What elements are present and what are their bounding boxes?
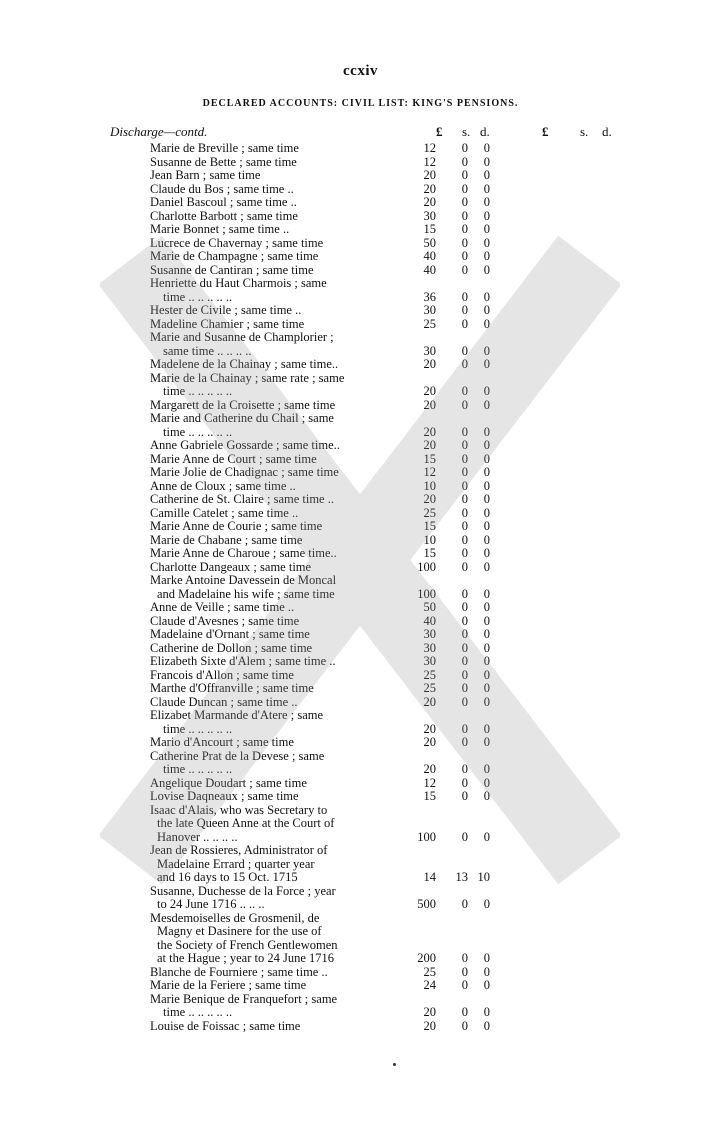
amount-pence: 0 [483,640,490,655]
entry-line [0,384,721,398]
entry-text: Marie Anne de Court ; same time [150,451,317,466]
amount-shillings: 0 [461,532,468,547]
amount-shillings: 0 [461,168,468,182]
entry-line [0,776,721,790]
entry-text: to 24 June 1716 .. .. .. [157,897,265,911]
entry-line [0,398,721,412]
entry-line [0,425,721,439]
amount-pence: 0 [483,735,490,749]
amount-pence: 0 [483,762,490,776]
amount-shillings: 0 [461,613,468,628]
entry-line [0,411,721,425]
amount-pence: 0 [483,613,490,628]
column-pounds-header-2: £ [542,124,549,139]
entry-line [0,857,721,871]
amount-pence: 0 [483,1018,490,1033]
entry-line [0,141,721,155]
entry-line [0,573,721,587]
column-pence-header: d. [480,124,490,139]
entry-text: Marie Bonnet ; same time .. [150,222,290,236]
amount-pounds: 24 [423,978,436,992]
entry-line [0,519,721,533]
amount-pounds: 25 [423,667,436,682]
amount-pence: 0 [483,289,490,304]
amount-pounds: 12 [423,775,436,790]
amount-pounds: 30 [423,208,436,223]
amount-pounds: 100 [417,829,436,844]
amount-pence: 0 [483,681,490,695]
amount-pence: 0 [483,559,490,574]
entry-line [0,722,721,736]
amount-pounds: 20 [423,1018,436,1033]
amount-pence: 0 [483,384,490,398]
entry-line [0,303,721,317]
entry-line [0,492,721,506]
amount-pounds: 12 [423,141,436,155]
entry-text: Marthe d'Offranville ; same time [150,681,314,695]
entry-line [0,587,721,601]
amount-pounds: 40 [423,613,436,628]
amount-shillings: 0 [461,492,468,506]
amount-pence: 0 [483,424,490,439]
entry-line [0,843,721,857]
amount-shillings: 0 [461,303,468,317]
amount-shillings: 0 [461,357,468,371]
entry-text: Lucrece de Chavernay ; same time [150,235,324,250]
entry-text: Marie and Catherine du Chail ; same [150,411,334,425]
column-pounds-header: £ [436,124,443,139]
amount-pence: 0 [483,438,490,452]
entry-line [0,357,721,371]
entry-text: Charlotte Barbott ; same time [150,208,298,223]
entry-text: time .. .. .. .. .. [163,424,233,439]
entry-line [0,1005,721,1019]
entry-line [0,290,721,304]
amount-pounds: 15 [423,546,436,560]
amount-pounds: 25 [423,505,436,520]
amount-pounds: 14 [423,870,436,884]
amount-shillings: 0 [461,397,468,412]
entry-text: Marie and Susanne de Champlorier ; [150,330,334,344]
amount-pence: 0 [483,951,490,965]
amount-pounds: 20 [423,424,436,439]
amount-shillings: 0 [461,235,468,250]
amount-pence: 0 [483,303,490,317]
entry-text: Daniel Bascoul ; same time .. [150,195,297,209]
entry-text: Lovise Daqneaux ; same time [150,789,299,803]
entry-text: Mesdemoiselles de Grosmenil, de [150,910,320,925]
entry-text: Magny et Dasinere for the use of [157,924,322,938]
entry-text: Isaac d'Alais, who was Secretary to [150,802,328,817]
amount-pounds: 20 [423,195,436,209]
amount-shillings: 0 [461,735,468,749]
entry-text: Marie Jolie de Chadignac ; same time [150,465,339,479]
entry-line [0,762,721,776]
amount-pence: 0 [483,505,490,520]
amount-pence: 0 [483,235,490,250]
column-shillings-header-2: s. [580,124,589,139]
entry-line [0,816,721,830]
entry-line [0,465,721,479]
amount-pence: 0 [483,478,490,493]
amount-pounds: 15 [423,222,436,236]
entry-text: Susanne de Bette ; same time [150,154,297,169]
amount-pounds: 20 [423,357,436,371]
amount-pounds: 30 [423,627,436,641]
entry-text: the Society of French Gentlewomen [157,937,338,952]
amount-pence: 0 [483,964,490,979]
amount-pence: 0 [483,532,490,547]
amount-pounds: 20 [423,168,436,182]
amount-shillings: 0 [461,667,468,682]
entry-line [0,600,721,614]
amount-shillings: 0 [461,775,468,790]
amount-pounds: 30 [423,303,436,317]
amount-pence: 0 [483,654,490,668]
entry-line [0,195,721,209]
amount-shillings: 0 [461,964,468,979]
amount-pounds: 20 [423,1005,436,1019]
entry-line [0,681,721,695]
amount-pence: 0 [483,465,490,479]
amount-pounds: 100 [417,586,436,601]
amount-pence: 0 [483,829,490,844]
amount-shillings: 0 [461,222,468,236]
amount-pounds: 20 [423,492,436,506]
amount-shillings: 0 [461,424,468,439]
amount-shillings: 0 [461,181,468,196]
entry-line [0,546,721,560]
entry-text: at the Hague ; year to 24 June 1716 [157,951,335,965]
entry-text: Mario d'Ancourt ; same time [150,735,294,749]
amount-pence: 0 [483,897,490,911]
amount-pounds: 12 [423,465,436,479]
entry-line [0,506,721,520]
entry-line [0,668,721,682]
amount-pence: 0 [483,181,490,196]
entry-line [0,479,721,493]
amount-shillings: 0 [461,586,468,601]
entry-text: Angelique Doudart ; same time [150,775,307,790]
amount-pounds: 15 [423,789,436,803]
entry-text: Margarett de la Croisette ; same time [150,397,336,412]
amount-shillings: 0 [461,978,468,992]
amount-shillings: 13 [455,870,468,884]
entry-text: Marke Antoine Davessein de Moncal [150,573,337,587]
entry-line [0,803,721,817]
amount-pence: 0 [483,195,490,209]
amount-pence: 0 [483,492,490,506]
entry-text: Claude du Bos ; same time .. [150,181,294,196]
amount-pounds: 20 [423,694,436,709]
amount-pounds: 20 [423,762,436,776]
entry-text: Marie de Chabane ; same time [150,532,303,547]
entry-line [0,614,721,628]
amount-pounds: 10 [423,532,436,547]
entry-line [0,330,721,344]
amount-shillings: 0 [461,451,468,466]
entry-line [0,438,721,452]
amount-pence: 0 [483,154,490,169]
entry-text: Catherine de Dollon ; same time [150,640,313,655]
amount-pence: 0 [483,978,490,992]
entry-line [0,641,721,655]
amount-shillings: 0 [461,505,468,520]
entry-text: Anne Gabriele Gossarde ; same time.. [150,438,340,452]
entry-line [0,222,721,236]
entry-text: Marie Benique de Franquefort ; same [150,991,338,1006]
amount-pence: 0 [483,546,490,560]
amount-pounds: 500 [417,897,436,911]
entry-text: Susanne de Cantiran ; same time [150,262,314,277]
amount-shillings: 0 [461,951,468,965]
entry-line [0,951,721,965]
amount-pence: 0 [483,397,490,412]
entry-line [0,560,721,574]
amount-shillings: 0 [461,465,468,479]
amount-shillings: 0 [461,829,468,844]
entry-line [0,263,721,277]
amount-shillings: 0 [461,640,468,655]
amount-pence: 0 [483,721,490,736]
amount-shillings: 0 [461,384,468,398]
amount-shillings: 0 [461,681,468,695]
amount-pence: 0 [483,789,490,803]
amount-pounds: 20 [423,397,436,412]
amount-pounds: 10 [423,478,436,493]
amount-pounds: 30 [423,640,436,655]
entry-text: Jean Barn ; same time [150,168,261,182]
amount-pounds: 50 [423,235,436,250]
entry-text: Francois d'Allon ; same time [150,667,294,682]
amount-shillings: 0 [461,1018,468,1033]
entry-line [0,992,721,1006]
amount-pounds: 20 [423,384,436,398]
entry-text: Camille Catelet ; same time .. [150,505,299,520]
entry-text: the late Queen Anne at the Court of [157,816,335,830]
amount-shillings: 0 [461,721,468,736]
entry-line [0,924,721,938]
entry-line [0,276,721,290]
amount-shillings: 0 [461,694,468,709]
amount-shillings: 0 [461,519,468,533]
entry-line [0,870,721,884]
entry-text: Anne de Veille ; same time .. [150,600,295,614]
amount-shillings: 0 [461,289,468,304]
amount-pence: 0 [483,141,490,155]
entry-text: Madelaine d'Ornant ; same time [150,627,310,641]
entry-text: Hanover .. .. .. .. [157,829,238,844]
amount-pence: 0 [483,519,490,533]
amount-pence: 0 [483,694,490,709]
entry-text: Henriette du Haut Charmois ; same [150,276,327,290]
entry-text: Hester de Civile ; same time .. [150,303,302,317]
entry-text: Marie de Breville ; same time [150,141,299,155]
entry-text: Marie de Champagne ; same time [150,249,319,263]
entry-text: time .. .. .. .. .. [163,762,233,776]
entry-line [0,168,721,182]
entry-text: and 16 days to 15 Oct. 1715 [157,870,298,884]
amount-pence: 0 [483,600,490,614]
amount-pounds: 200 [417,951,436,965]
entry-line [0,789,721,803]
entry-text: Charlotte Dangeaux ; same time [150,559,312,574]
entry-line [0,830,721,844]
amount-pence: 0 [483,222,490,236]
amount-shillings: 0 [461,249,468,263]
page-number: ccxiv [343,63,378,79]
entry-text: Madelene de la Chainay ; same time.. [150,357,339,371]
amount-pounds: 25 [423,964,436,979]
amount-pounds: 25 [423,681,436,695]
amount-pounds: 40 [423,249,436,263]
amount-shillings: 0 [461,208,468,223]
amount-pence: 0 [483,775,490,790]
entry-text: Anne de Cloux ; same time .. [150,478,296,493]
amount-shillings: 0 [461,546,468,560]
section-heading: Discharge—contd. [110,124,208,139]
column-pence-header-2: d. [602,124,612,139]
amount-pence: 0 [483,208,490,223]
amount-pence: 0 [483,451,490,466]
amount-shillings: 0 [461,559,468,574]
amount-pounds: 20 [423,438,436,452]
entry-text: Susanne, Duchesse de la Force ; year [150,883,336,898]
entry-text: time .. .. .. .. .. [163,721,233,736]
entry-text: Claude d'Avesnes ; same time [150,613,300,628]
entry-line [0,884,721,898]
amount-pence: 0 [483,357,490,371]
amount-pounds: 30 [423,654,436,668]
entry-text: Madeline Chamier ; same time [150,316,305,331]
entry-text: Claude Duncan ; same time .. [150,694,298,709]
amount-shillings: 0 [461,627,468,641]
entry-text: Marie de la Chainay ; same rate ; same [150,370,345,385]
entry-line [0,965,721,979]
amount-shillings: 0 [461,654,468,668]
running-head: DECLARED ACCOUNTS: CIVIL LIST: KING'S PENSIONS. [202,98,519,109]
entry-text: time .. .. .. .. .. [163,384,233,398]
entry-line [0,155,721,169]
amount-pence: 0 [483,262,490,277]
amount-pence: 0 [483,627,490,641]
amount-pence: 0 [483,168,490,182]
entry-line [0,627,721,641]
entry-text: Marie de la Feriere ; same time [150,978,307,992]
amount-pence: 0 [483,667,490,682]
entry-text: same time .. .. .. .. [163,343,252,358]
amount-shillings: 0 [461,195,468,209]
entry-line [0,735,721,749]
amount-shillings: 0 [461,316,468,331]
entry-text: Jean de Rossieres, Administrator of [150,843,328,857]
entry-line [0,911,721,925]
entry-line [0,897,721,911]
entry-text: Catherine de St. Claire ; same time .. [150,492,334,506]
entry-text: time .. .. .. .. .. [163,1005,233,1019]
amount-shillings: 0 [461,154,468,169]
entry-line [0,182,721,196]
amount-pence: 0 [483,316,490,331]
entry-line [0,1019,721,1033]
entry-text: Catherine Prat de la Devese ; same [150,748,325,763]
column-shillings-header: s. [462,124,471,139]
amount-shillings: 0 [461,438,468,452]
entry-line [0,344,721,358]
amount-pounds: 15 [423,519,436,533]
entry-line [0,452,721,466]
entry-text: Elizabeth Sixte d'Alem ; same time .. [150,654,336,668]
amount-shillings: 0 [461,789,468,803]
amount-pounds: 40 [423,262,436,277]
entry-line [0,317,721,331]
amount-pence: 10 [477,870,490,884]
amount-pence: 0 [483,343,490,358]
entry-text: time .. .. .. .. .. [163,289,233,304]
entry-text: Madelaine Errard ; quarter year [157,856,315,871]
amount-pence: 0 [483,586,490,601]
entry-line [0,209,721,223]
amount-shillings: 0 [461,762,468,776]
amount-pounds: 20 [423,181,436,196]
amount-pounds: 15 [423,451,436,466]
amount-pounds: 50 [423,600,436,614]
entry-line [0,749,721,763]
entry-line [0,654,721,668]
entry-text: Marie Anne de Courie ; same time [150,519,323,533]
entry-line [0,533,721,547]
amount-pence: 0 [483,1005,490,1019]
amount-shillings: 0 [461,600,468,614]
entry-line [0,938,721,952]
amount-shillings: 0 [461,141,468,155]
entry-text: Blanche de Fourniere ; same time .. [150,964,328,979]
amount-pounds: 25 [423,316,436,331]
entry-text: Louise de Foissac ; same time [150,1018,301,1033]
amount-shillings: 0 [461,478,468,493]
entry-line [0,695,721,709]
entry-line [0,708,721,722]
entry-text: and Madelaine his wife ; same time [157,586,335,601]
entry-line [0,978,721,992]
entry-line [0,371,721,385]
amount-shillings: 0 [461,262,468,277]
amount-shillings: 0 [461,897,468,911]
amount-pounds: 20 [423,721,436,736]
amount-pounds: 12 [423,154,436,169]
entry-line [0,249,721,263]
entry-text: Elizabet Marmande d'Atere ; same [150,708,324,722]
amount-shillings: 0 [461,343,468,358]
amount-pence: 0 [483,249,490,263]
amount-pounds: 20 [423,735,436,749]
amount-pounds: 36 [423,289,436,304]
entry-line [0,236,721,250]
amount-pounds: 30 [423,343,436,358]
amount-pounds: 100 [417,559,436,574]
page-dot [393,1063,396,1066]
entry-text: Marie Anne de Charoue ; same time.. [150,546,337,560]
amount-shillings: 0 [461,1005,468,1019]
